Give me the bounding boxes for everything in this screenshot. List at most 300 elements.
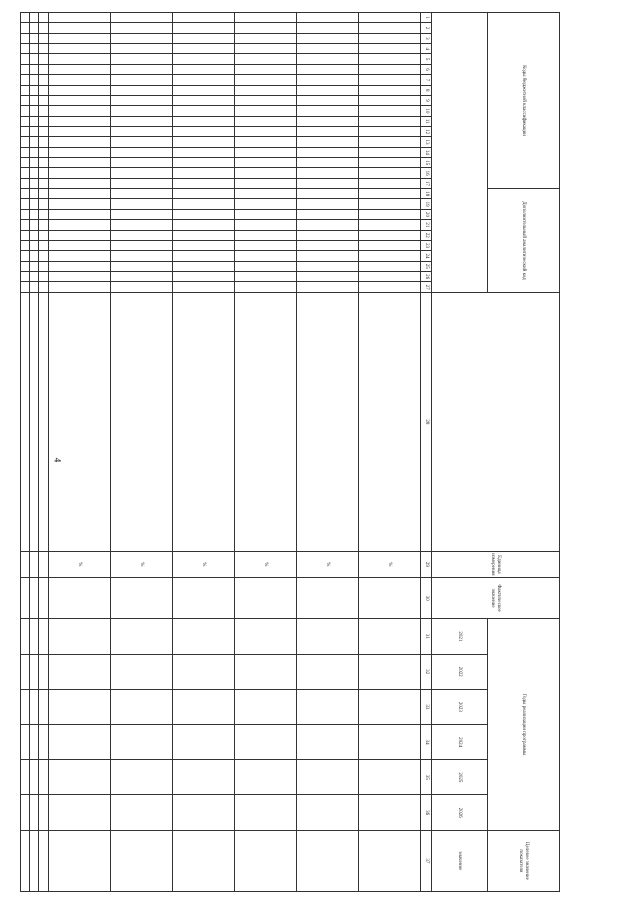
indicator-base-value bbox=[358, 577, 420, 618]
indicator-year-value bbox=[172, 795, 234, 830]
table-cell bbox=[172, 261, 234, 271]
year-2026: 2026 bbox=[432, 795, 488, 830]
table-cell bbox=[234, 137, 296, 147]
years-header: Годы реализации программы bbox=[488, 619, 560, 830]
table-cell bbox=[39, 137, 48, 147]
indicator-base-value bbox=[172, 577, 234, 618]
table-cell bbox=[234, 271, 296, 281]
table-cell bbox=[234, 126, 296, 136]
table-cell bbox=[172, 178, 234, 188]
table-cell bbox=[110, 271, 172, 281]
table-cell bbox=[172, 23, 234, 33]
table-cell bbox=[21, 158, 30, 168]
table-cell bbox=[39, 189, 48, 199]
table-cell bbox=[21, 251, 30, 261]
table-cell bbox=[172, 251, 234, 261]
table-cell bbox=[358, 189, 420, 199]
indicator-description bbox=[172, 292, 234, 551]
col-number: 6 bbox=[421, 64, 432, 74]
table-cell bbox=[30, 33, 39, 43]
table-cell bbox=[358, 137, 420, 147]
table-cell bbox=[110, 95, 172, 105]
table-cell bbox=[172, 106, 234, 116]
indicator-year-value bbox=[234, 795, 296, 830]
table-cell bbox=[110, 251, 172, 261]
indicator-year-value bbox=[21, 795, 30, 830]
table-cell bbox=[30, 137, 39, 147]
table-cell bbox=[358, 178, 420, 188]
table-cell bbox=[110, 137, 172, 147]
indicator-year-value bbox=[234, 760, 296, 795]
table-cell bbox=[110, 13, 172, 23]
table-cell bbox=[21, 220, 30, 230]
table-cell bbox=[234, 33, 296, 43]
table-cell bbox=[296, 116, 358, 126]
table-cell bbox=[358, 230, 420, 240]
page-number: 4 bbox=[52, 457, 63, 463]
indicator-base-value bbox=[21, 577, 30, 618]
year-2023: 2023 bbox=[432, 689, 488, 724]
table-cell bbox=[234, 23, 296, 33]
col-number: 11 bbox=[421, 116, 432, 126]
table-cell bbox=[48, 44, 110, 54]
indicator-year-value bbox=[48, 795, 110, 830]
target-header: Целевое значение показателя bbox=[488, 830, 560, 891]
table-cell bbox=[30, 106, 39, 116]
indicator-year-value bbox=[296, 654, 358, 689]
indicator-unit: % bbox=[296, 551, 358, 577]
table-cell bbox=[21, 209, 30, 219]
indicator-year-value bbox=[172, 760, 234, 795]
table-cell bbox=[172, 230, 234, 240]
indicator-year-value bbox=[21, 760, 30, 795]
table-cell bbox=[234, 199, 296, 209]
table-cell bbox=[39, 209, 48, 219]
table-cell bbox=[358, 13, 420, 23]
table-cell bbox=[39, 33, 48, 43]
table-cell bbox=[234, 85, 296, 95]
table-cell bbox=[358, 23, 420, 33]
table-cell bbox=[30, 199, 39, 209]
indicator-target-value bbox=[234, 830, 296, 891]
table-cell bbox=[296, 147, 358, 157]
table-cell bbox=[21, 95, 30, 105]
table-cell bbox=[48, 251, 110, 261]
table-cell bbox=[39, 75, 48, 85]
year-2024: 2024 bbox=[432, 725, 488, 760]
table-cell bbox=[234, 106, 296, 116]
indicator-year-value bbox=[39, 619, 48, 654]
col-number: 25 bbox=[421, 261, 432, 271]
table-cell bbox=[110, 85, 172, 95]
indicator-unit bbox=[21, 551, 30, 577]
table-cell bbox=[21, 85, 30, 95]
indicator-year-value bbox=[358, 654, 420, 689]
indicator-base-value bbox=[234, 577, 296, 618]
table-cell bbox=[39, 158, 48, 168]
table-cell bbox=[48, 271, 110, 281]
table-cell bbox=[358, 209, 420, 219]
table-cell bbox=[48, 54, 110, 64]
col-number: 1 bbox=[421, 13, 432, 23]
table-cell bbox=[30, 54, 39, 64]
col-number: 20 bbox=[421, 209, 432, 219]
table-cell bbox=[21, 178, 30, 188]
table-cell bbox=[358, 85, 420, 95]
table-cell bbox=[21, 33, 30, 43]
table-cell bbox=[296, 199, 358, 209]
table-cell bbox=[110, 220, 172, 230]
col-number: 4 bbox=[421, 44, 432, 54]
col-number: 28 bbox=[421, 292, 432, 551]
table-cell bbox=[234, 240, 296, 250]
table-cell bbox=[234, 158, 296, 168]
indicator-target-value bbox=[21, 830, 30, 891]
indicator-year-value bbox=[39, 795, 48, 830]
table-cell bbox=[234, 75, 296, 85]
indicator-unit: % bbox=[172, 551, 234, 577]
table-cell bbox=[296, 230, 358, 240]
table-cell bbox=[48, 240, 110, 250]
indicator-year-value bbox=[30, 654, 39, 689]
col-number: 27 bbox=[421, 282, 432, 293]
table-cell bbox=[234, 168, 296, 178]
indicator-description bbox=[234, 292, 296, 551]
table-cell bbox=[48, 178, 110, 188]
table-cell bbox=[296, 189, 358, 199]
table-cell bbox=[296, 64, 358, 74]
indicator-year-value bbox=[358, 760, 420, 795]
col-number: 7 bbox=[421, 75, 432, 85]
indicator-year-value bbox=[358, 619, 420, 654]
table-cell bbox=[30, 261, 39, 271]
table-cell bbox=[172, 240, 234, 250]
table-cell bbox=[39, 95, 48, 105]
table-cell bbox=[296, 271, 358, 281]
table-cell bbox=[296, 23, 358, 33]
table-cell bbox=[172, 168, 234, 178]
table-cell bbox=[358, 126, 420, 136]
indicator-year-value bbox=[39, 760, 48, 795]
table-cell bbox=[48, 126, 110, 136]
table-cell bbox=[39, 13, 48, 23]
col-number: 16 bbox=[421, 168, 432, 178]
table-cell bbox=[30, 168, 39, 178]
table-cell bbox=[30, 271, 39, 281]
table-cell bbox=[39, 178, 48, 188]
table-cell bbox=[234, 116, 296, 126]
table-cell bbox=[30, 220, 39, 230]
table-cell bbox=[172, 137, 234, 147]
table-cell bbox=[110, 261, 172, 271]
table-cell bbox=[110, 106, 172, 116]
table-cell bbox=[110, 158, 172, 168]
table-cell bbox=[48, 209, 110, 219]
table-cell bbox=[234, 178, 296, 188]
indicator-year-value bbox=[296, 795, 358, 830]
indicator-year-value bbox=[172, 619, 234, 654]
table-cell bbox=[358, 261, 420, 271]
indicator-year-value bbox=[48, 689, 110, 724]
table-cell bbox=[39, 271, 48, 281]
table-cell bbox=[358, 33, 420, 43]
table-cell bbox=[110, 33, 172, 43]
col-number: 5 bbox=[421, 54, 432, 64]
table-cell bbox=[30, 178, 39, 188]
table-cell bbox=[234, 13, 296, 23]
indicator-year-value bbox=[21, 619, 30, 654]
table-cell bbox=[234, 282, 296, 293]
col-number: 29 bbox=[421, 551, 432, 577]
table-cell bbox=[358, 116, 420, 126]
indicator-year-value bbox=[296, 725, 358, 760]
table-cell bbox=[21, 147, 30, 157]
indicator-description bbox=[296, 292, 358, 551]
table-cell bbox=[39, 126, 48, 136]
table-cell bbox=[234, 220, 296, 230]
col-number: 9 bbox=[421, 95, 432, 105]
table-cell bbox=[172, 44, 234, 54]
table-cell bbox=[39, 282, 48, 293]
table-cell bbox=[234, 64, 296, 74]
unit-header: Единица измерения bbox=[432, 551, 560, 577]
indicator-unit: % bbox=[110, 551, 172, 577]
table-cell bbox=[21, 106, 30, 116]
indicator-year-value bbox=[30, 760, 39, 795]
indicator-year-value bbox=[48, 619, 110, 654]
table-cell bbox=[296, 282, 358, 293]
table-cell bbox=[39, 147, 48, 157]
table-cell bbox=[21, 116, 30, 126]
table-cell bbox=[358, 75, 420, 85]
indicator-year-value bbox=[21, 689, 30, 724]
col-number: 10 bbox=[421, 106, 432, 116]
table-cell bbox=[21, 230, 30, 240]
table-cell bbox=[110, 44, 172, 54]
col-number: 8 bbox=[421, 85, 432, 95]
table-cell bbox=[39, 220, 48, 230]
indicator-year-value bbox=[110, 795, 172, 830]
table-cell bbox=[358, 106, 420, 116]
table-cell bbox=[358, 251, 420, 261]
table-cell bbox=[172, 64, 234, 74]
col-number: 21 bbox=[421, 220, 432, 230]
table-cell bbox=[21, 240, 30, 250]
indicator-target-value bbox=[172, 830, 234, 891]
table-cell bbox=[172, 75, 234, 85]
table-cell bbox=[296, 209, 358, 219]
table-cell bbox=[39, 106, 48, 116]
table-cell bbox=[30, 189, 39, 199]
col-number: 35 bbox=[421, 760, 432, 795]
table-cell bbox=[110, 230, 172, 240]
table-cell bbox=[39, 199, 48, 209]
indicator-year-value bbox=[48, 654, 110, 689]
table-cell bbox=[296, 251, 358, 261]
table-cell bbox=[48, 95, 110, 105]
indicator-year-value bbox=[358, 725, 420, 760]
table-cell bbox=[30, 126, 39, 136]
col-number: 31 bbox=[421, 619, 432, 654]
table-cell bbox=[110, 282, 172, 293]
col-number: 3 bbox=[421, 33, 432, 43]
col-number: 34 bbox=[421, 725, 432, 760]
col-number: 32 bbox=[421, 654, 432, 689]
table-cell bbox=[30, 147, 39, 157]
table-cell bbox=[296, 13, 358, 23]
indicator-year-value bbox=[358, 795, 420, 830]
indicator-year-value bbox=[172, 689, 234, 724]
table-cell bbox=[48, 189, 110, 199]
indicator-target-value bbox=[358, 830, 420, 891]
table-cell bbox=[39, 23, 48, 33]
indicator-base-value bbox=[30, 577, 39, 618]
table-cell bbox=[172, 126, 234, 136]
table-cell bbox=[48, 13, 110, 23]
table-cell bbox=[296, 240, 358, 250]
table-cell bbox=[48, 85, 110, 95]
table-cell bbox=[39, 64, 48, 74]
table-cell bbox=[234, 261, 296, 271]
col-number: 13 bbox=[421, 137, 432, 147]
indicator-year-value bbox=[234, 725, 296, 760]
table-cell bbox=[48, 147, 110, 157]
indicator-description bbox=[30, 292, 39, 551]
table-cell bbox=[39, 85, 48, 95]
table-cell bbox=[110, 116, 172, 126]
table-cell bbox=[234, 189, 296, 199]
indicator-target-value bbox=[30, 830, 39, 891]
table-cell bbox=[48, 220, 110, 230]
table-cell bbox=[48, 168, 110, 178]
table-cell bbox=[172, 189, 234, 199]
indicator-year-value bbox=[234, 689, 296, 724]
indicator-year-value bbox=[172, 654, 234, 689]
table-cell bbox=[172, 116, 234, 126]
table-cell bbox=[358, 44, 420, 54]
table-cell bbox=[172, 13, 234, 23]
table-cell bbox=[296, 178, 358, 188]
table-cell bbox=[48, 33, 110, 43]
table-cell bbox=[30, 95, 39, 105]
table-cell bbox=[296, 75, 358, 85]
indicator-year-value bbox=[110, 689, 172, 724]
table-cell bbox=[39, 168, 48, 178]
table-cell bbox=[358, 64, 420, 74]
code-subheaders bbox=[432, 13, 488, 293]
table-cell bbox=[30, 23, 39, 33]
table-cell bbox=[30, 209, 39, 219]
indicator-unit bbox=[30, 551, 39, 577]
table-cell bbox=[39, 240, 48, 250]
table-cell bbox=[48, 261, 110, 271]
table-cell bbox=[30, 251, 39, 261]
indicator-base-value bbox=[39, 577, 48, 618]
table-cell bbox=[30, 75, 39, 85]
table-cell bbox=[21, 282, 30, 293]
col-number: 15 bbox=[421, 158, 432, 168]
indicator-year-value bbox=[234, 654, 296, 689]
indicator-target-value bbox=[296, 830, 358, 891]
indicator-year-value bbox=[39, 725, 48, 760]
table-cell bbox=[358, 158, 420, 168]
col-number: 19 bbox=[421, 199, 432, 209]
indicator-year-value bbox=[358, 689, 420, 724]
table-cell bbox=[172, 33, 234, 43]
col-number: 12 bbox=[421, 126, 432, 136]
table-cell bbox=[21, 44, 30, 54]
col-number: 18 bbox=[421, 189, 432, 199]
indicator-year-value bbox=[110, 654, 172, 689]
table-cell bbox=[110, 75, 172, 85]
table-cell bbox=[358, 240, 420, 250]
table-cell bbox=[172, 220, 234, 230]
table-cell bbox=[358, 147, 420, 157]
table-cell bbox=[48, 75, 110, 85]
table-cell bbox=[21, 64, 30, 74]
indicator-year-value bbox=[39, 654, 48, 689]
table-cell bbox=[234, 95, 296, 105]
table-cell bbox=[30, 116, 39, 126]
table-cell bbox=[358, 95, 420, 105]
table-cell bbox=[21, 271, 30, 281]
table-cell bbox=[110, 147, 172, 157]
table-cell bbox=[30, 282, 39, 293]
indicator-target-value bbox=[110, 830, 172, 891]
table-cell bbox=[296, 261, 358, 271]
table-cell bbox=[110, 178, 172, 188]
indicator-year-value bbox=[21, 725, 30, 760]
col-number: 2 bbox=[421, 23, 432, 33]
indicator-unit bbox=[39, 551, 48, 577]
indicator-unit: % bbox=[234, 551, 296, 577]
table-cell bbox=[296, 85, 358, 95]
year-2021: 2021 bbox=[432, 619, 488, 654]
indicator-year-value bbox=[48, 760, 110, 795]
indicator-base-value bbox=[296, 577, 358, 618]
table-cell bbox=[21, 168, 30, 178]
indicator-base-value bbox=[110, 577, 172, 618]
table-cell bbox=[296, 44, 358, 54]
table-cell bbox=[234, 44, 296, 54]
table-cell bbox=[48, 23, 110, 33]
table-cell bbox=[110, 209, 172, 219]
indicator-year-value bbox=[296, 760, 358, 795]
table-cell bbox=[296, 106, 358, 116]
table-cell bbox=[39, 261, 48, 271]
table-cell bbox=[234, 54, 296, 64]
table-cell bbox=[358, 199, 420, 209]
col-number: 26 bbox=[421, 271, 432, 281]
indicator-year-value bbox=[110, 619, 172, 654]
table-cell bbox=[172, 158, 234, 168]
table-cell bbox=[234, 209, 296, 219]
table-cell bbox=[30, 13, 39, 23]
table-cell bbox=[30, 44, 39, 54]
indicator-target-value bbox=[48, 830, 110, 891]
table-cell bbox=[110, 199, 172, 209]
year-2025: 2025 bbox=[432, 760, 488, 795]
indicator-year-value bbox=[110, 760, 172, 795]
table-cell bbox=[358, 271, 420, 281]
table-cell bbox=[296, 54, 358, 64]
table-cell bbox=[39, 44, 48, 54]
table-cell bbox=[48, 106, 110, 116]
indicator-year-value bbox=[48, 725, 110, 760]
table-cell bbox=[296, 137, 358, 147]
indicator-base-value bbox=[48, 577, 110, 618]
table-cell bbox=[48, 137, 110, 147]
